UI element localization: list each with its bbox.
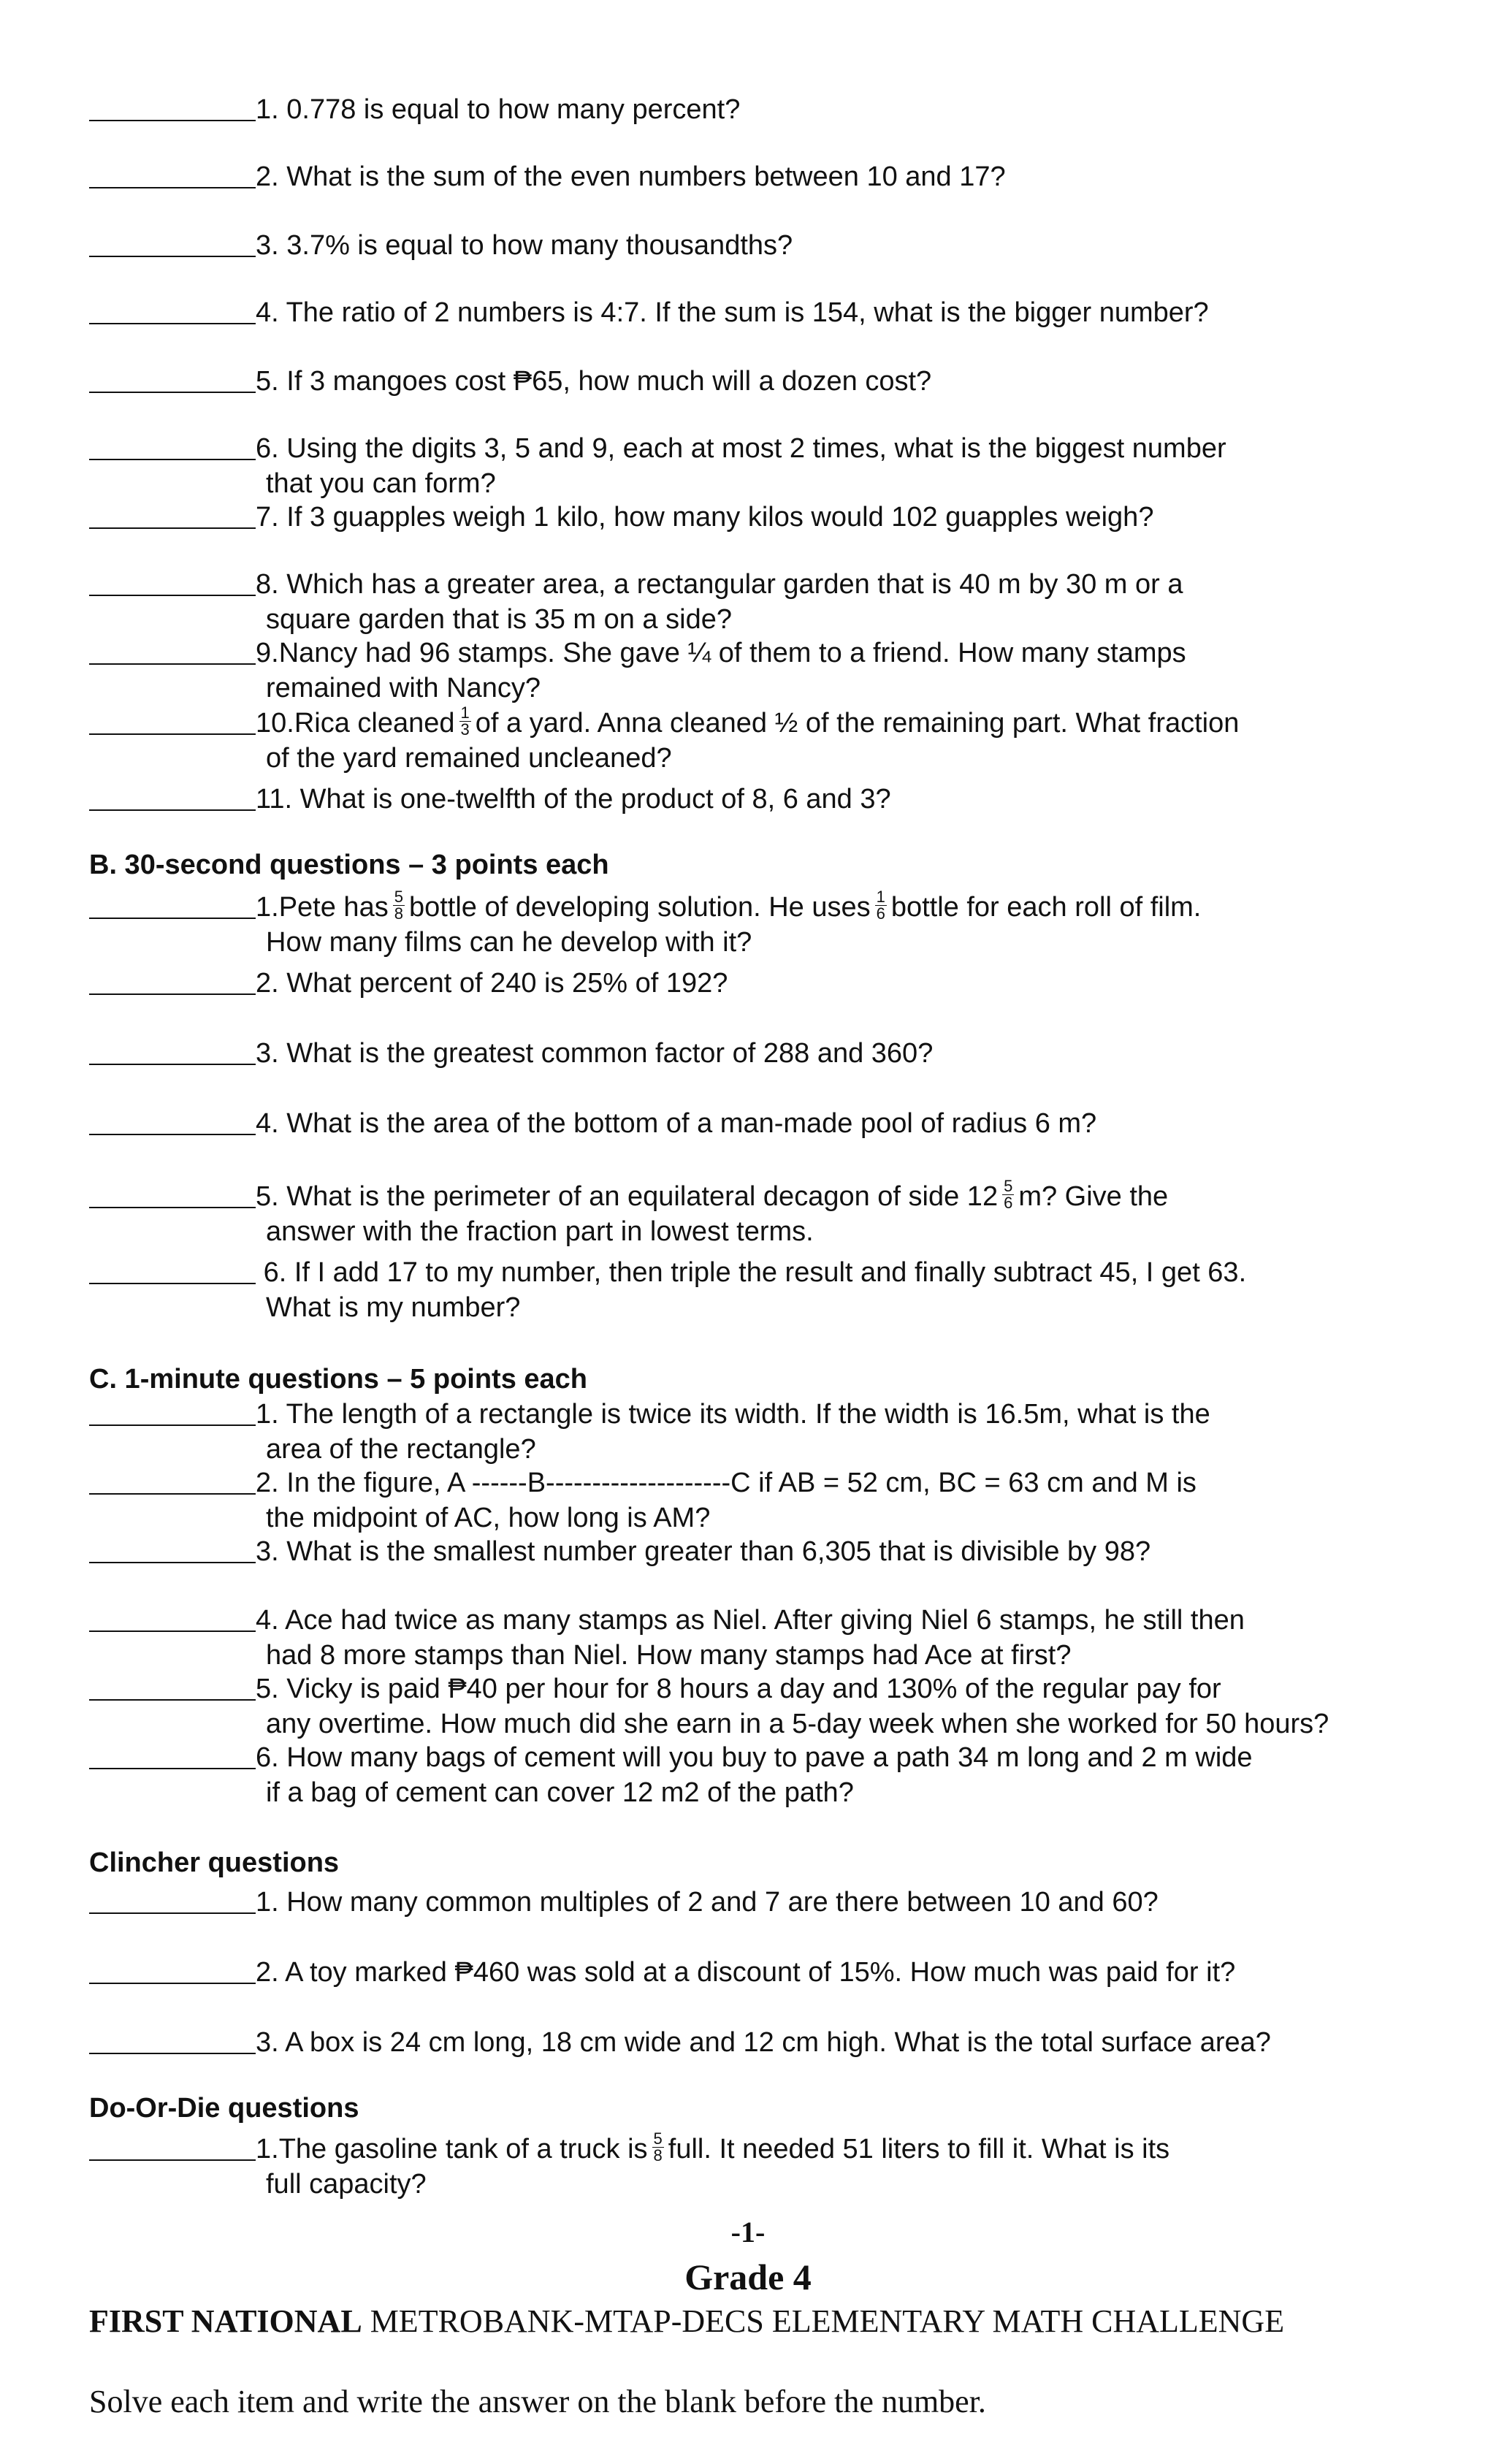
question-text-continued: had 8 more stamps than Niel. How many stamps had Ace at first? <box>266 1640 1072 1671</box>
question-text: What is the perimeter of an equilateral decagon of side 12 <box>286 1181 999 1212</box>
answer-blank[interactable] <box>89 500 256 529</box>
question-text-continued: of the yard remained uncleaned? <box>266 743 672 774</box>
answer-blank[interactable] <box>89 1179 256 1208</box>
question-text: full. It needed 51 liters to fill it. What is its <box>668 2134 1170 2164</box>
question-text: Vicky is paid ₱40 per hour for 8 hours a day and 130% of the regular pay for <box>286 1674 1221 1704</box>
question-text: The length of a rectangle is twice its width. If the width is 16.5m, what is the <box>286 1399 1210 1430</box>
question-text: What is the greatest common factor of 288 and 360? <box>286 1038 934 1069</box>
question-text: A box is 24 cm long, 18 cm wide and 12 cm high. What is the total surface area? <box>285 2027 1271 2058</box>
question-number: 2. <box>256 1957 279 1988</box>
question-number: 6. <box>256 1742 279 1773</box>
grade-title: Grade 4 <box>684 2257 812 2297</box>
answer-blank[interactable] <box>89 1603 256 1632</box>
answer-blank[interactable] <box>89 1671 256 1701</box>
question-number: 3. <box>256 2027 279 2058</box>
question-text: Nancy had 96 stamps. She gave ¼ of them to a friend. How many stamps <box>278 638 1186 668</box>
question-number: 6. <box>256 433 279 464</box>
answer-blank[interactable] <box>89 2132 256 2161</box>
section-c-heading: C. 1-minute questions – 5 points each <box>89 1364 588 1395</box>
question-c2 <box>89 1465 1433 1536</box>
question-number: 10. <box>256 708 294 739</box>
question-text: bottle for each roll of film. <box>890 892 1202 923</box>
question-text-continued: area of the rectangle? <box>266 1434 536 1465</box>
question-clincher-3 <box>89 2025 1433 2060</box>
question-number: 3. <box>256 1536 279 1567</box>
question-text: m? Give the <box>1018 1181 1169 1212</box>
answer-blank[interactable] <box>89 636 256 665</box>
question-text: What percent of 240 is 25% of 192? <box>286 968 728 999</box>
question-c3 <box>89 1534 1433 1569</box>
question-text: Ace had twice as many stamps as Niel. After giving Niel 6 stamps, he still then <box>285 1605 1245 1636</box>
question-number: 9. <box>256 638 279 668</box>
question-text: The gasoline tank of a truck is <box>278 2134 648 2164</box>
page-number: -1- <box>730 2216 766 2249</box>
question-text-continued: any overtime. How much did she earn in a 5-day week when she worked for 50 hours? <box>266 1709 1329 1739</box>
question-a11 <box>89 782 1433 817</box>
question-c1 <box>89 1397 1433 1467</box>
question-number: 1. <box>256 892 279 923</box>
question-number: 2. <box>256 1468 279 1498</box>
question-number: 1. <box>256 94 279 125</box>
answer-blank[interactable] <box>89 1740 256 1769</box>
question-text: In the figure, A ------B--------------------C if AB = 52 cm, BC = 63 cm and M is <box>286 1468 1197 1498</box>
competition-title-rest: METROBANK-MTAP-DECS ELEMENTARY MATH CHALLENGE <box>362 2303 1285 2339</box>
question-a1 <box>89 92 1433 127</box>
question-a2 <box>89 159 1433 194</box>
question-number: 4. <box>256 1605 279 1636</box>
question-number: 4. <box>256 297 279 328</box>
question-b5 <box>89 1179 1433 1249</box>
question-text-continued: answer with the fraction part in lowest terms. <box>266 1216 814 1248</box>
question-text: If I add 17 to my number, then triple the result and finally subtract 45, I get 63. <box>294 1257 1247 1288</box>
question-a8 <box>89 567 1433 637</box>
question-text-continued: if a bag of cement can cover 12 m2 of the path? <box>266 1777 854 1808</box>
question-a9 <box>89 636 1433 706</box>
question-number: 1. <box>256 1887 279 1918</box>
question-number: 6. <box>263 1257 287 1288</box>
question-a4 <box>89 295 1433 330</box>
question-b6 <box>89 1255 1433 1325</box>
question-number: 4. <box>256 1108 279 1139</box>
question-text: What is one-twelfth of the product of 8, 6 and 3? <box>299 784 891 815</box>
question-number: 5. <box>256 1674 279 1704</box>
question-a10 <box>89 703 1433 776</box>
question-clincher-2 <box>89 1955 1433 1990</box>
question-text: If 3 mangoes cost ₱65, how much will a dozen cost? <box>286 366 932 397</box>
instructions: Solve each item and write the answer on the blank before the number. <box>89 2384 986 2419</box>
clincher-heading: Clincher questions <box>89 1847 340 1878</box>
answer-blank[interactable] <box>89 890 256 919</box>
answer-blank[interactable] <box>89 1885 256 1914</box>
question-a6 <box>89 431 1433 501</box>
question-text-continued: square garden that is 35 m on a side? <box>266 604 732 635</box>
answer-blank[interactable] <box>89 1106 256 1135</box>
fraction: $\frac{1}{3}$ <box>460 703 470 739</box>
answer-blank[interactable] <box>89 92 256 121</box>
question-text: A toy marked ₱460 was sold at a discount of 15%. How much was paid for it? <box>285 1957 1236 1988</box>
question-text: Pete has <box>278 892 389 923</box>
answer-blank[interactable] <box>89 431 256 460</box>
question-number: 5. <box>256 1181 279 1212</box>
question-text: How many bags of cement will you buy to pave a path 34 m long and 2 m wide <box>286 1742 1253 1773</box>
question-number: 3. <box>256 230 279 261</box>
question-text-continued: the midpoint of AC, how long is AM? <box>266 1503 711 1533</box>
question-text-continued: How many films can he develop with it? <box>266 927 752 958</box>
fraction: $\frac{5}{6}$ <box>1004 1177 1013 1213</box>
question-a5 <box>89 364 1433 399</box>
question-a3 <box>89 228 1433 263</box>
question-b4 <box>89 1106 1433 1141</box>
answer-blank[interactable] <box>89 706 256 735</box>
answer-blank[interactable] <box>89 2025 256 2054</box>
question-text: How many common multiples of 2 and 7 are there between 10 and 60? <box>286 1887 1159 1918</box>
question-text-continued: that you can form? <box>266 468 496 499</box>
answer-blank[interactable] <box>89 782 256 811</box>
do-or-die-heading: Do-Or-Die questions <box>89 2093 359 2124</box>
question-text: The ratio of 2 numbers is 4:7. If the sum is 154, what is the bigger number? <box>286 297 1209 328</box>
question-text: Rica cleaned <box>294 708 455 739</box>
fraction: $\frac{1}{6}$ <box>876 888 885 923</box>
question-text: of a yard. Anna cleaned ½ of the remaining part. What fraction <box>475 708 1240 739</box>
answer-blank[interactable] <box>89 1397 256 1426</box>
answer-blank[interactable] <box>89 1955 256 1984</box>
question-c4 <box>89 1603 1433 1673</box>
question-b3 <box>89 1036 1433 1071</box>
answer-blank[interactable] <box>89 966 256 995</box>
question-text: bottle of developing solution. He uses <box>408 892 871 923</box>
question-number: 3. <box>256 1038 279 1069</box>
answer-blank[interactable] <box>89 1534 256 1563</box>
question-text: What is the smallest number greater than 6,305 that is divisible by 98? <box>286 1536 1151 1567</box>
answer-blank[interactable] <box>89 1465 256 1495</box>
answer-blank[interactable] <box>89 1255 256 1284</box>
answer-blank[interactable] <box>89 567 256 596</box>
question-text: Using the digits 3, 5 and 9, each at most 2 times, what is the biggest number <box>286 433 1226 464</box>
question-c6 <box>89 1740 1433 1810</box>
question-c5 <box>89 1671 1433 1742</box>
question-number: 1. <box>256 2134 279 2164</box>
answer-blank[interactable] <box>89 159 256 188</box>
answer-blank[interactable] <box>89 228 256 257</box>
question-text: What is the area of the bottom of a man-made pool of radius 6 m? <box>286 1108 1097 1139</box>
question-do-or-die-1 <box>89 2129 1433 2202</box>
answer-blank[interactable] <box>89 295 256 324</box>
competition-title-bold: FIRST NATIONAL <box>89 2303 362 2339</box>
question-number: 2. <box>256 161 279 192</box>
question-number: 11. <box>256 784 293 815</box>
answer-blank[interactable] <box>89 1036 256 1065</box>
competition-title <box>89 2303 1284 2340</box>
question-text: Which has a greater area, a rectangular garden that is 40 m by 30 m or a <box>286 569 1183 600</box>
question-text: If 3 guapples weigh 1 kilo, how many kilos would 102 guapples weigh? <box>286 502 1154 533</box>
fraction: $\frac{5}{8}$ <box>394 888 403 923</box>
question-b1 <box>89 890 1433 960</box>
question-text-continued: full capacity? <box>266 2169 427 2200</box>
section-b-heading: B. 30-second questions – 3 points each <box>89 850 609 880</box>
question-number: 1. <box>256 1399 279 1430</box>
question-number: 5. <box>256 366 279 397</box>
question-text-continued: What is my number? <box>266 1292 521 1323</box>
question-a7 <box>89 500 1433 535</box>
answer-blank[interactable] <box>89 364 256 393</box>
question-clincher-1 <box>89 1885 1433 1920</box>
question-text: What is the sum of the even numbers between 10 and 17? <box>286 161 1006 192</box>
question-text-continued: remained with Nancy? <box>266 673 541 703</box>
question-number: 2. <box>256 968 279 999</box>
question-b2 <box>89 966 1433 1001</box>
question-number: 8. <box>256 569 279 600</box>
question-text: 0.778 is equal to how many percent? <box>286 94 741 125</box>
fraction: $\frac{5}{8}$ <box>653 2129 663 2165</box>
question-number: 7. <box>256 502 279 533</box>
question-text: 3.7% is equal to how many thousandths? <box>286 230 793 261</box>
